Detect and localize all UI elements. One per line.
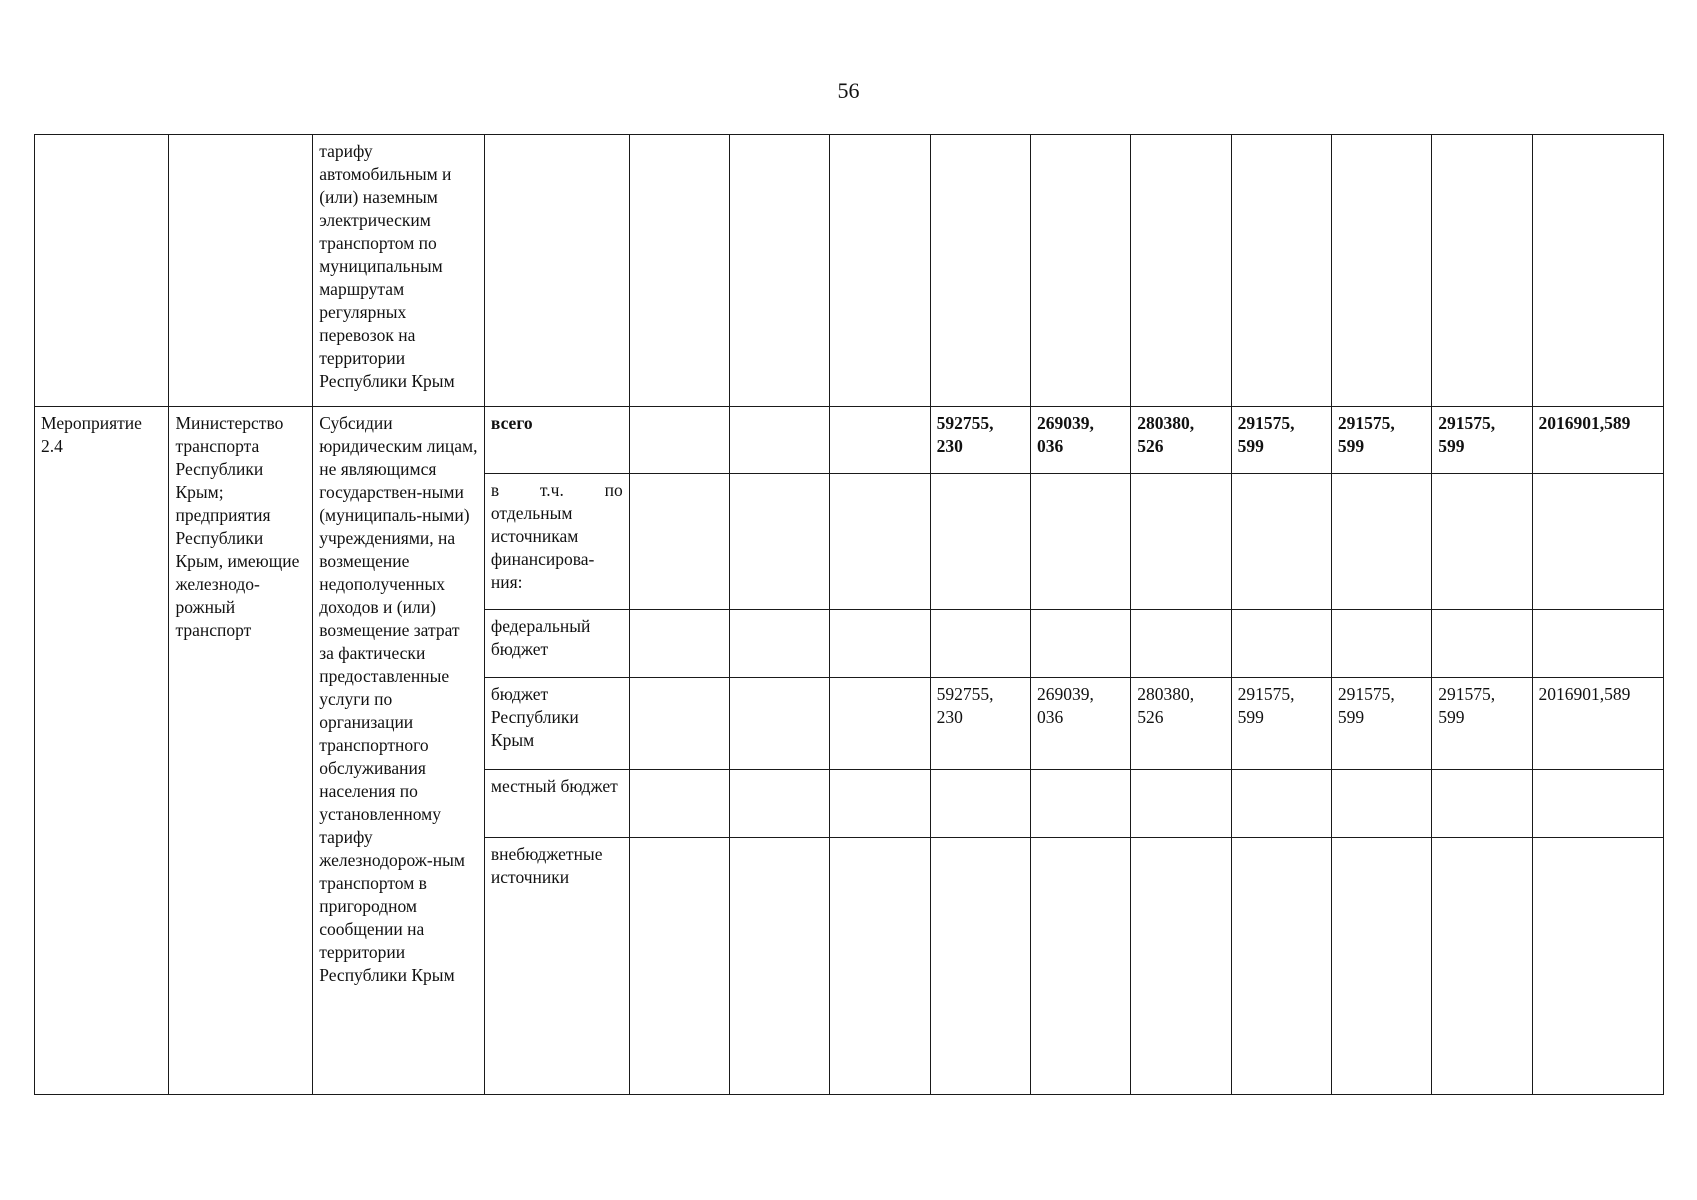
funding-value — [1030, 770, 1130, 838]
funding-value: 291575, 599 — [1432, 678, 1532, 770]
funding-value — [1231, 474, 1331, 610]
funding-value: 291575, 599 — [1331, 678, 1431, 770]
cell-empty — [629, 407, 729, 474]
funding-value — [930, 838, 1030, 1095]
cell-empty — [629, 135, 729, 407]
funding-value — [1231, 770, 1331, 838]
measure-label: Мероприятие 2.4 — [35, 407, 169, 1095]
funding-value — [1432, 838, 1532, 1095]
funding-value — [1030, 838, 1130, 1095]
funding-total-value — [1532, 474, 1663, 610]
funding-value: 291575, 599 — [1231, 407, 1331, 474]
cell-empty — [1532, 135, 1663, 407]
cell-executor-empty — [169, 135, 313, 407]
cell-empty — [629, 770, 729, 838]
funding-value — [1131, 838, 1231, 1095]
cell-empty — [1231, 135, 1331, 407]
funding-value: 592755, 230 — [930, 407, 1030, 474]
funding-source-line1: в т.ч. по — [490, 480, 623, 500]
cell-empty — [830, 474, 930, 610]
funding-total-value — [1532, 610, 1663, 678]
funding-value — [1432, 770, 1532, 838]
cell-empty — [629, 610, 729, 678]
funding-value — [1432, 610, 1532, 678]
funding-value: 291575, 599 — [1432, 407, 1532, 474]
funding-total-value: 2016901,589 — [1532, 407, 1663, 474]
cell-empty — [730, 610, 830, 678]
funding-value — [1331, 474, 1431, 610]
cell-empty — [830, 838, 930, 1095]
funding-total-value: 2016901,589 — [1532, 678, 1663, 770]
cell-empty — [830, 770, 930, 838]
cell-empty — [1331, 135, 1431, 407]
cell-empty — [1432, 135, 1532, 407]
cell-empty — [830, 678, 930, 770]
cell-empty — [629, 838, 729, 1095]
funding-value: 291575, 599 — [1231, 678, 1331, 770]
cell-empty — [830, 610, 930, 678]
program-table — [34, 134, 1664, 1095]
funding-row-total — [35, 407, 1664, 474]
funding-value — [1131, 610, 1231, 678]
funding-source: всего — [484, 407, 629, 474]
measure-description: Субсидии юридическим лицам, не являющимся государствен-ными (муниципаль-ными) учреждениями, на возмещение недополученных доходов и (или) возмещение затрат за фактически предоставленные услуги по организации транспортного обслуживания населения по установленному тарифу железнодорож-ным транспортом в пригородном сообщении на территории Республики Крым — [313, 407, 485, 1095]
funding-source: местный бюджет — [484, 770, 629, 838]
cell-empty — [730, 135, 830, 407]
funding-value — [1331, 838, 1431, 1095]
cell-empty — [830, 135, 930, 407]
measure-executor: Министерство транспорта Республики Крым; предприятия Республики Крым, имеющие железнодо-рожный транспорт — [169, 407, 313, 1095]
cell-empty — [1030, 135, 1130, 407]
cell-empty — [730, 770, 830, 838]
cell-empty — [830, 407, 930, 474]
funding-source-rest: отдельным источникам финансирова-ния: — [490, 503, 595, 592]
funding-value — [1331, 770, 1431, 838]
funding-value — [1030, 474, 1130, 610]
cell-empty — [629, 678, 729, 770]
cell-empty — [730, 407, 830, 474]
cell-empty — [1131, 135, 1231, 407]
funding-value — [1131, 770, 1231, 838]
cell-empty — [484, 135, 629, 407]
funding-source: внебюджетные источники — [484, 838, 629, 1095]
funding-value: 592755, 230 — [930, 678, 1030, 770]
page-number: 56 — [837, 78, 860, 103]
funding-source — [484, 474, 629, 610]
cell-empty — [730, 678, 830, 770]
cell-empty — [730, 474, 830, 610]
cell-empty — [629, 474, 729, 610]
funding-source: федеральный бюджет — [484, 610, 629, 678]
funding-value — [1231, 610, 1331, 678]
funding-total-value — [1532, 770, 1663, 838]
funding-value: 269039, 036 — [1030, 678, 1130, 770]
funding-source: бюджет Республики Крым — [484, 678, 629, 770]
funding-value: 280380, 526 — [1131, 407, 1231, 474]
cell-empty — [730, 838, 830, 1095]
continued-row — [35, 135, 1664, 407]
funding-value — [930, 474, 1030, 610]
funding-value — [930, 770, 1030, 838]
funding-value — [1331, 610, 1431, 678]
funding-value — [930, 610, 1030, 678]
funding-value — [1231, 838, 1331, 1095]
cell-empty — [930, 135, 1030, 407]
funding-value — [1131, 474, 1231, 610]
funding-value — [1432, 474, 1532, 610]
funding-total-value — [1532, 838, 1663, 1095]
funding-value: 269039, 036 — [1030, 407, 1130, 474]
continued-description: тарифу автомобильным и (или) наземным электрическим транспортом по муниципальным маршрутам регулярных перевозок на территории Республики Крым — [313, 135, 485, 407]
funding-value: 291575, 599 — [1331, 407, 1431, 474]
cell-measure-empty — [35, 135, 169, 407]
funding-value: 280380, 526 — [1131, 678, 1231, 770]
funding-value — [1030, 610, 1130, 678]
